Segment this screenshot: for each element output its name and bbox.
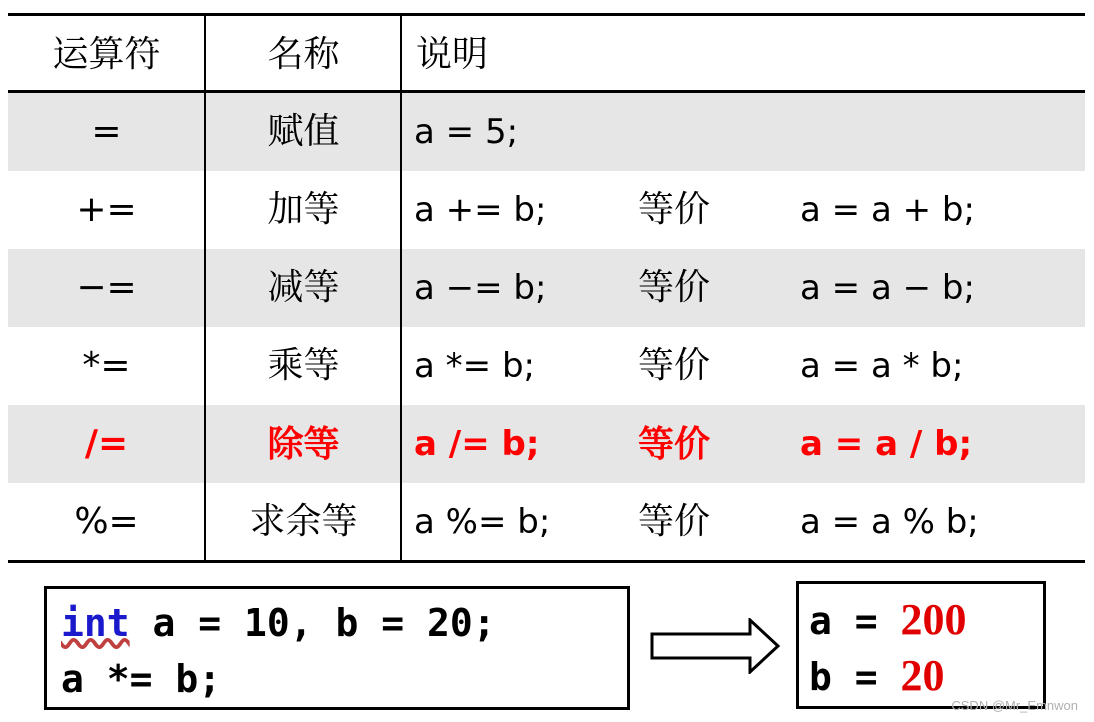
code-declaration: a = 10, b = 20;: [129, 601, 496, 645]
code-line-1: [61, 601, 496, 645]
row-expression: a *= b;: [414, 346, 535, 386]
code-line-2: a *= b;: [61, 657, 222, 701]
column-divider: [400, 13, 402, 561]
code-example-box: [44, 586, 630, 710]
row-operator: +=: [76, 189, 137, 230]
result-b-value: 20: [900, 651, 945, 700]
row-operator: *=: [82, 345, 131, 386]
row-operator: %=: [74, 501, 139, 542]
row-expression: a −= b;: [414, 268, 547, 308]
code-keyword: int: [61, 601, 130, 645]
watermark: CSDN @Mr_Emnwon: [951, 698, 1078, 713]
table-row-highlighted: [8, 405, 1085, 483]
result-box: [796, 581, 1046, 709]
row-name: 求余等: [249, 501, 358, 542]
row-equivalent: 等价: [638, 267, 711, 308]
right-arrow-icon: [650, 618, 782, 674]
row-name: 加等: [267, 189, 340, 230]
table-bottom-rule: [8, 560, 1085, 563]
row-formula: a = a + b;: [800, 190, 975, 230]
row-operator: −=: [76, 267, 137, 308]
result-a-label: a =: [809, 599, 901, 643]
table-row: [8, 327, 1085, 405]
header-operator: 运算符: [52, 34, 161, 75]
row-name: 乘等: [267, 345, 340, 386]
result-a: [809, 594, 967, 645]
row-name: 减等: [267, 267, 340, 308]
row-expression: a %= b;: [414, 502, 551, 542]
row-expression: a += b;: [414, 190, 547, 230]
row-equivalent: 等价: [638, 423, 711, 465]
row-name: 赋值: [267, 111, 340, 152]
header-name: 名称: [267, 34, 340, 75]
row-operator: /=: [84, 423, 129, 464]
table-row: [8, 483, 1085, 561]
row-formula: a = a − b;: [800, 268, 975, 308]
row-equivalent: 等价: [638, 501, 711, 542]
result-a-value: 200: [900, 595, 967, 644]
row-formula: a = a / b;: [800, 424, 973, 464]
row-formula: a = a % b;: [800, 502, 979, 542]
column-divider: [204, 13, 206, 561]
row-expression: a /= b;: [414, 424, 540, 464]
header-description: 说明: [416, 34, 489, 75]
row-operator: =: [91, 111, 122, 152]
result-b-label: b =: [809, 655, 901, 699]
result-b: [809, 650, 945, 701]
row-formula: a = a * b;: [800, 346, 964, 386]
table-row: [8, 171, 1085, 249]
row-name: 除等: [267, 423, 340, 465]
row-equivalent: 等价: [638, 189, 711, 230]
row-expression: a = 5;: [414, 112, 519, 152]
table-row: [8, 249, 1085, 327]
table-row: [8, 93, 1085, 171]
table-header-row: [8, 16, 1085, 94]
row-equivalent: 等价: [638, 345, 711, 386]
